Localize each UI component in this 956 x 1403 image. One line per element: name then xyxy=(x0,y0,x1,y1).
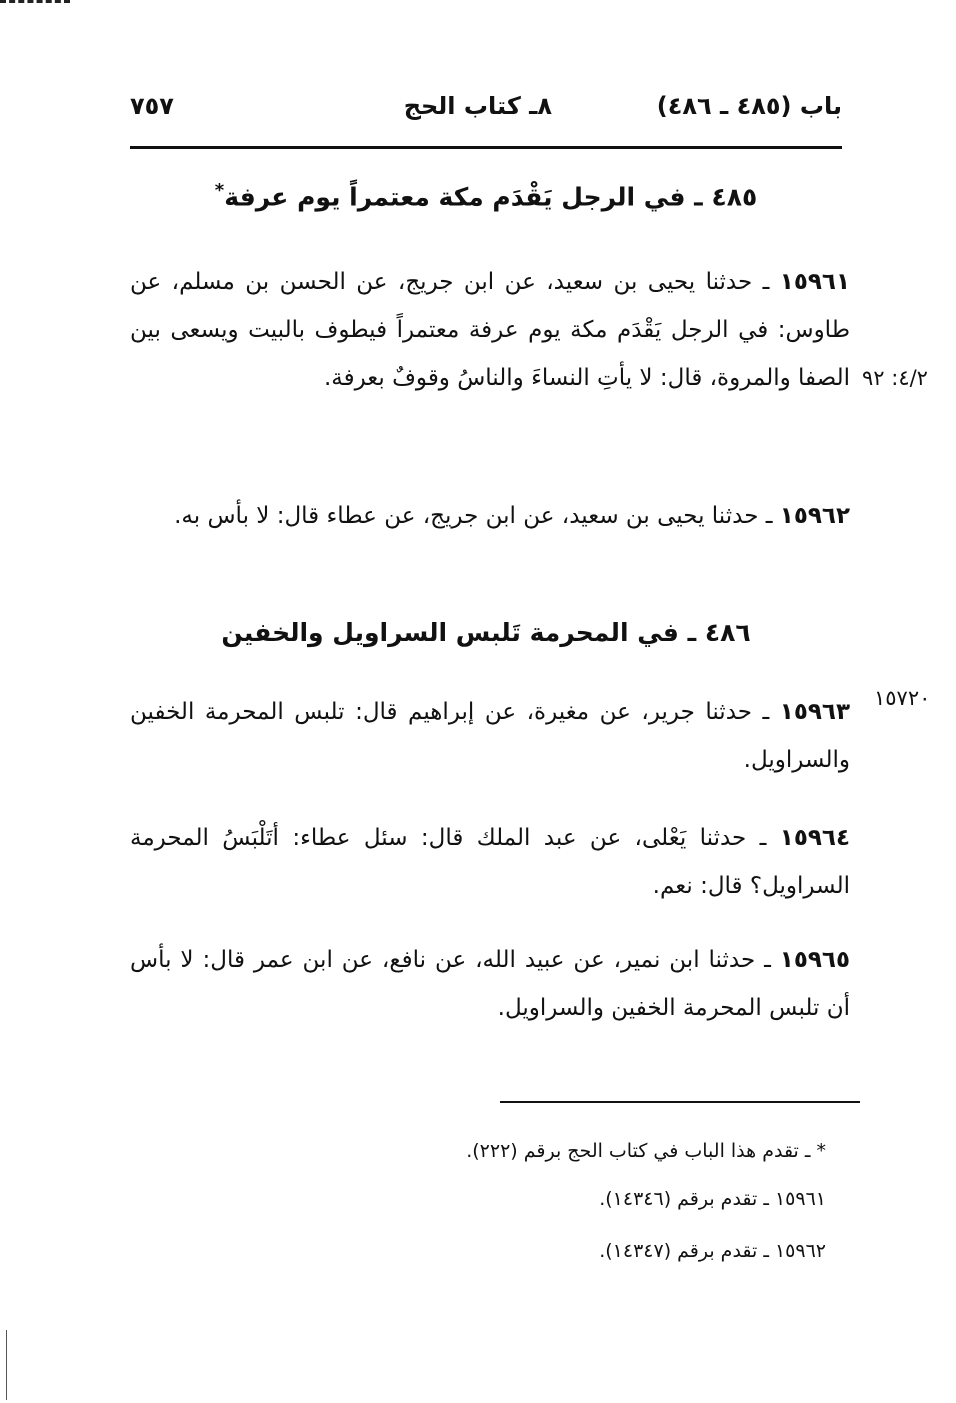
scan-edge-line xyxy=(6,1330,7,1400)
footnote: ١٥٩٦١ ـ تقدم برقم (١٤٣٤٦). xyxy=(599,1188,826,1210)
book-title: ٨ـ كتاب الحج xyxy=(403,92,552,120)
hadith-15961 xyxy=(130,258,850,402)
hadith-number: ١٥٩٦٥ xyxy=(779,947,850,973)
hadith-text: ـ حدثنا ابن نمير، عن عبيد الله، عن نافع، عن ابن عمر قال: لا بأس أن تلبس المحرمة الخفين والسراويل. xyxy=(130,947,850,1021)
footnote-mark: * xyxy=(214,180,225,201)
running-header xyxy=(130,92,842,132)
hadith-text: ـ حدثنا يَعْلى، عن عبد الملك قال: سئل عطاء: أتَلْبَسُ المحرمة السراويل؟ قال: نعم. xyxy=(130,825,850,899)
hadith-text: ـ حدثنا يحيى بن سعيد، عن ابن جريج، عن عطاء قال: لا بأس به. xyxy=(174,503,780,529)
footnote: ١٥٩٦٢ ـ تقدم برقم (١٤٣٤٧). xyxy=(599,1240,826,1262)
hadith-15962 xyxy=(130,492,850,540)
margin-reference: ١٥٧٢٠ xyxy=(874,686,931,710)
hadith-number: ١٥٩٦٣ xyxy=(779,699,850,725)
margin-reference: ٤/٢: ٩٢ xyxy=(862,366,928,390)
hadith-number: ١٥٩٦٢ xyxy=(779,503,850,529)
hadith-text: ـ حدثنا يحيى بن سعيد، عن ابن جريج، عن الحسن بن مسلم، عن طاوس: في الرجل يَقْدَم مكة يوم عرفة معتمراً فيطوف بالبيت ويسعى بين الصفا والمروة، قال: لا يأتِ النساءَ والناسُ وقوفٌ بعرفة. xyxy=(130,269,850,391)
hadith-15963 xyxy=(130,688,850,784)
footnote: * ـ تقدم هذا الباب في كتاب الحج برقم (٢٢٢). xyxy=(466,1140,826,1162)
hadith-15965 xyxy=(130,936,850,1032)
chapter-title: باب (٤٨٥ ـ ٤٨٦) xyxy=(656,92,842,120)
section-heading-485 xyxy=(130,180,842,211)
hadith-number: ١٥٩٦٤ xyxy=(779,825,850,851)
section-heading-text: ٤٨٥ ـ في الرجل يَقْدَم مكة معتمراً يوم عرفة xyxy=(224,182,758,212)
section-heading-486: ٤٨٦ ـ في المحرمة تَلبس السراويل والخفين xyxy=(221,618,751,647)
hadith-15964 xyxy=(130,814,850,910)
hadith-number: ١٥٩٦١ xyxy=(779,269,850,295)
scan-corner-mark xyxy=(0,0,70,6)
header-divider xyxy=(130,146,842,149)
footnote-divider xyxy=(500,1101,860,1103)
hadith-text: ـ حدثنا جرير، عن مغيرة، عن إبراهيم قال: تلبس المحرمة الخفين والسراويل. xyxy=(130,699,850,773)
page-number: ٧٥٧ xyxy=(130,92,174,120)
